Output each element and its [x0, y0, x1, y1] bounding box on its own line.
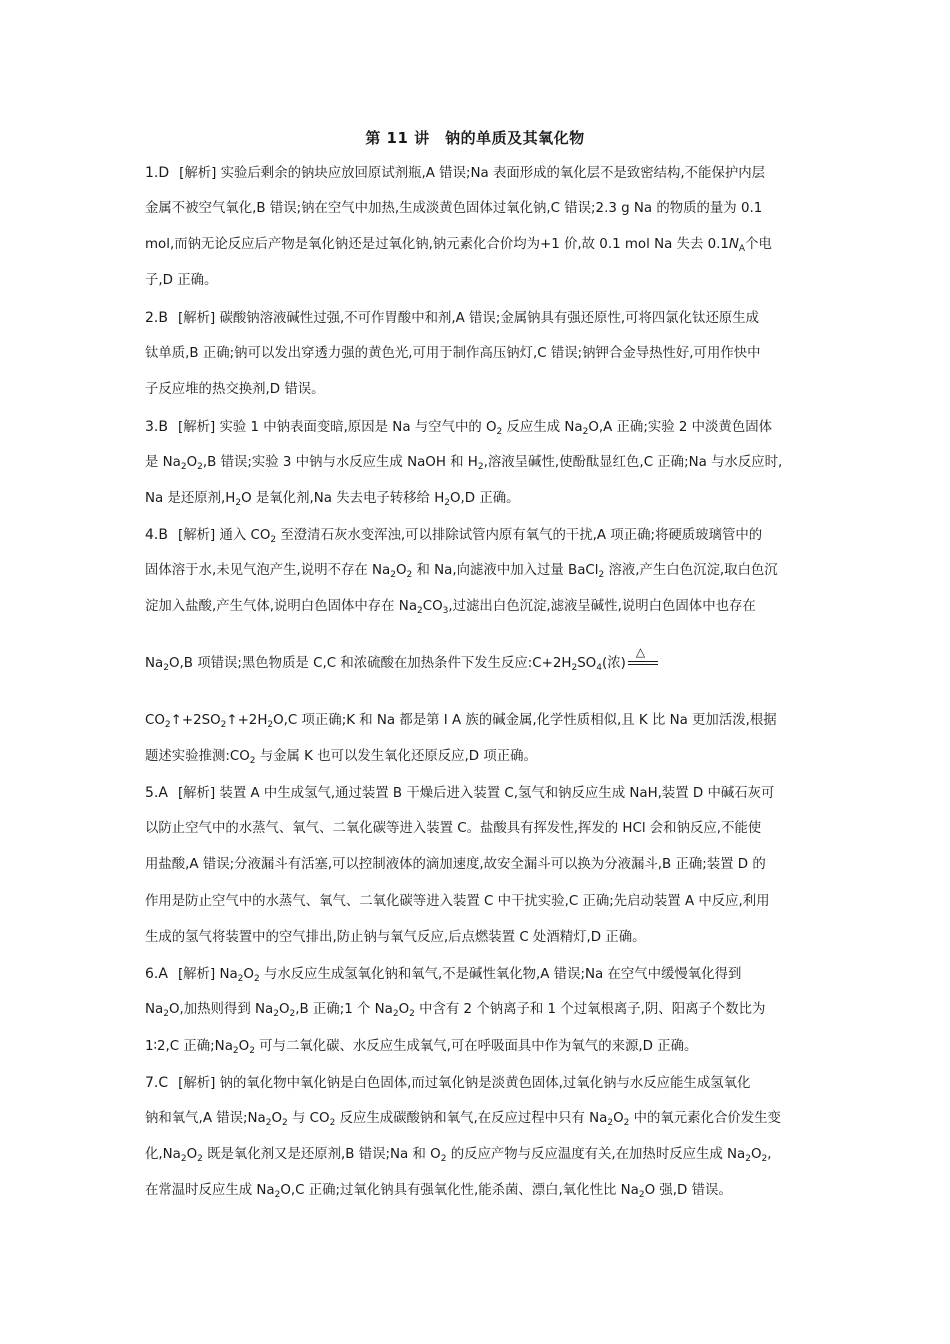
q1-text-3a: mol,而钠无论反应后产物是氧化钠还是过氧化钠,钠元素化合价均为+1 价,故 0.1 mol Na 失去 0.1 — [145, 237, 729, 252]
q4-text-2 — [145, 563, 778, 578]
subscript: 2 — [638, 1190, 645, 1200]
text-segment: ↑+2H — [226, 713, 268, 728]
subscript: 2 — [582, 427, 589, 437]
subscript: 2 — [390, 570, 396, 580]
q4-line-4 — [145, 645, 810, 674]
q4-text-3 — [145, 599, 756, 614]
text-segment: Na — [145, 1002, 164, 1017]
q3-text-3 — [145, 491, 520, 506]
q2-text-1: 碳酸钠溶液碱性过强,不可作胃酸中和剂,A 错误;金属钠具有强还原性,可将四氯化钛还原生成 — [219, 311, 760, 326]
subscript: 2 — [289, 1009, 296, 1019]
text-segment: (浓) — [601, 656, 626, 671]
subscript: 2 — [180, 462, 187, 472]
q4-text-4 — [145, 656, 626, 671]
text-segment: O — [398, 1002, 410, 1017]
subscript: 2 — [235, 498, 242, 508]
text-segment: 化,Na — [145, 1147, 181, 1162]
text-segment: 反应生成碳酸钠和氧气,在反应过程中只有 Na — [335, 1111, 608, 1126]
text-segment: 中的氧元素化合价发生变 — [629, 1111, 781, 1126]
avogadro-subscript: A — [738, 244, 746, 254]
text-segment: O,加热则得到 Na — [168, 1002, 274, 1017]
subscript: 2 — [163, 663, 169, 673]
subscript: 2 — [249, 756, 256, 766]
text-segment: Na 是还原剂,H — [145, 491, 236, 506]
subscript: 2 — [477, 462, 484, 472]
q6-line-2 — [145, 1000, 810, 1020]
q4-line-2 — [145, 561, 810, 581]
q6-text-3 — [145, 1039, 697, 1054]
text-segment: CO — [422, 599, 443, 614]
subscript: 2 — [440, 1154, 447, 1164]
q5-line-5 — [145, 928, 810, 948]
q6-text-1 — [219, 967, 741, 982]
q5-text-5: 生成的氢气将装置中的空气排出,防止钠与氧气反应,后点燃装置 C 处酒精灯,D 正确。 — [145, 930, 646, 945]
subscript: 2 — [392, 1009, 399, 1019]
q4-number: 4.B — [145, 527, 168, 543]
text-segment: O,B 项错误;黑色物质是 C,C 和浓硫酸在加热条件下发生反应:C+2H — [168, 656, 572, 671]
text-segment: O — [186, 455, 198, 470]
text-segment: 在常温时反应生成 Na — [145, 1183, 275, 1198]
q5-number: 5.A — [145, 785, 168, 801]
heating-condition-symbol — [628, 645, 658, 669]
q7-text-4 — [145, 1183, 732, 1198]
q3-number: 3.B — [145, 419, 168, 435]
q7-number: 7.C — [145, 1075, 169, 1091]
q1-line-3 — [145, 235, 810, 255]
subscript: 2 — [253, 974, 260, 984]
text-segment: 反应生成 Na — [502, 420, 583, 435]
subscript: 2 — [409, 1009, 415, 1019]
text-segment: 和 Na,向滤液中加入过量 BaCl — [412, 563, 599, 578]
q3-text-2 — [145, 455, 782, 470]
subscript: 2 — [197, 1154, 203, 1164]
subscript: 2 — [232, 1046, 239, 1056]
text-segment: 淀加入盐酸,产生气体,说明白色固体中存在 Na — [145, 599, 418, 614]
text-segment: CO — [145, 713, 165, 728]
q4-line-6 — [145, 747, 810, 767]
text-segment: 钠和氧气,A 错误;Na — [145, 1111, 266, 1126]
subscript: 2 — [163, 1009, 169, 1019]
q6-analysis-tag: [解析] — [177, 967, 216, 982]
q7-line-2 — [145, 1109, 810, 1129]
text-segment: O 强,D 错误。 — [644, 1183, 732, 1198]
q2-analysis-tag: [解析] — [177, 311, 216, 326]
text-segment: O,D 正确。 — [450, 491, 520, 506]
q2-line-1 — [145, 308, 810, 329]
q2-line-3 — [145, 380, 810, 400]
q5-text-2: 以防止空气中的水蒸气、氧气、二氧化碳等进入装置 C。盐酸具有挥发性,挥发的 HCl 会和钠反应,不能使 — [145, 821, 762, 836]
text-segment: 实验 1 中钠表面变暗,原因是 Na 与空气中的 O — [219, 420, 497, 435]
text-segment: 可与二氧化碳、水反应生成氧气,可在呼吸面具中作为氧气的来源,D 正确。 — [254, 1039, 698, 1054]
text-segment: O — [243, 967, 254, 982]
q4-line-5 — [145, 711, 810, 731]
text-segment: O,C 正确;过氧化钠具有强氧化性,能杀菌、漂白,氧化性比 Na — [280, 1183, 639, 1198]
text-segment: 中含有 2 个钠离子和 1 个过氧根离子,阴、阳离子个数比为 — [414, 1002, 766, 1017]
text-segment: ,B 正确;1 个 Na — [295, 1002, 393, 1017]
q4-text-5 — [145, 713, 777, 728]
text-segment: O — [395, 563, 407, 578]
q5-line-4 — [145, 892, 810, 912]
subscript: 2 — [444, 498, 450, 508]
q6-text-2 — [145, 1002, 765, 1017]
text-segment: ,B 错误;实验 3 中钠与水反应生成 NaOH 和 H — [202, 455, 478, 470]
q4-analysis-tag: [解析] — [177, 528, 216, 543]
q5-analysis-tag: [解析] — [177, 786, 216, 801]
q4-text-6 — [145, 749, 537, 764]
text-segment: O 是氧化剂,Na 失去电子转移给 H — [241, 491, 445, 506]
subscript: 2 — [249, 1046, 255, 1056]
subscript: 2 — [406, 570, 413, 580]
subscript: 2 — [197, 462, 203, 472]
q6-line-3 — [145, 1037, 810, 1057]
q5-line-3 — [145, 855, 810, 875]
q7-line-4 — [145, 1181, 810, 1201]
q7-line-3 — [145, 1145, 810, 1165]
q1-number: 1.D — [145, 165, 170, 181]
subscript: 2 — [571, 663, 578, 673]
text-segment: 的反应产物与反应温度有关,在加热时反应生成 Na — [446, 1147, 746, 1162]
text-segment: ↑+2SO — [170, 713, 221, 728]
q7-text-1 — [220, 1076, 751, 1091]
subscript: 2 — [180, 1154, 187, 1164]
text-segment: , — [767, 1147, 772, 1162]
q3-text-1 — [219, 420, 772, 435]
subscript: 2 — [496, 427, 503, 437]
subscript: 2 — [417, 606, 423, 616]
subscript: 2 — [237, 974, 244, 984]
q1-line-2 — [145, 199, 810, 219]
q1-analysis-tag: [解析] — [179, 166, 217, 181]
text-segment: O — [271, 1111, 283, 1126]
q5-text-3: 用盐酸,A 错误;分液漏斗有活塞,可以控制液体的滴加速度,故安全漏斗可以换为分液漏斗,B 正确;装置 D 的 — [145, 857, 766, 872]
subscript: 2 — [164, 720, 171, 730]
q4-line-3 — [145, 597, 810, 617]
subscript: 2 — [270, 535, 277, 545]
q7-text-3 — [145, 1147, 772, 1162]
q1-line-4 — [145, 271, 810, 291]
q5-line-1 — [145, 783, 810, 804]
text-segment: SO — [577, 656, 597, 671]
subscript: 2 — [282, 1118, 288, 1128]
subscript: 2 — [607, 1118, 614, 1128]
text-segment: O — [751, 1147, 762, 1162]
text-segment: 溶液,产生白色沉淀,取白色沉 — [604, 563, 778, 578]
subscript: 2 — [598, 570, 605, 580]
q3-line-1 — [145, 417, 810, 438]
subscript: 2 — [274, 1190, 281, 1200]
text-segment: O — [278, 1002, 290, 1017]
q3-analysis-tag: [解析] — [177, 420, 216, 435]
text-segment: ,过滤出白色沉淀,滤液呈碱性,说明白色固体中也存在 — [448, 599, 756, 614]
subscript: 2 — [745, 1154, 751, 1164]
text-segment: 与金属 K 也可以发生氧化还原反应,D 项正确。 — [255, 749, 537, 764]
q2-number: 2.B — [145, 310, 168, 326]
text-segment: 钠的氧化物中氧化钠是白色固体,而过氧化钠是淡黄色固体,过氧化钠与水反应能生成氢氧化 — [219, 1076, 751, 1091]
subscript: 2 — [267, 720, 274, 730]
q7-analysis-tag: [解析] — [178, 1076, 216, 1091]
subscript: 2 — [220, 720, 227, 730]
subscript: 2 — [761, 1154, 768, 1164]
subscript: 2 — [623, 1118, 630, 1128]
q1-text-4: 子,D 正确。 — [145, 273, 218, 288]
text-segment: Na — [145, 656, 164, 671]
heating-triangle-icon: △ — [635, 645, 646, 659]
text-segment: 至澄清石灰水变浑浊,可以排除试管内原有氧气的干扰,A 项正确;将硬质玻璃管中的 — [276, 528, 763, 543]
q3-line-3 — [145, 489, 810, 509]
text-segment: 既是氧化剂又是还原剂,B 错误;Na 和 O — [202, 1147, 441, 1162]
page-title: 第 11 讲 钠的单质及其氧化物 — [365, 129, 585, 147]
subscript: 4 — [596, 663, 602, 673]
q4-line-1 — [145, 525, 810, 546]
q6-line-1 — [145, 964, 810, 985]
text-segment: 是 Na — [145, 455, 181, 470]
q1-text-1: 实验后剩余的钠块应放回原试剂瓶,A 错误;Na 表面形成的氧化层不是致密结构,不能保护内层 — [220, 166, 766, 181]
q2-text-2: 钛单质,B 正确;钠可以发出穿透力强的黄色光,可用于制作高压钠灯,C 错误;钠钾合金导热性好,可用作快中 — [145, 346, 761, 361]
q3-line-2 — [145, 453, 810, 473]
q1-text-3b: 个电 — [745, 237, 772, 252]
q5-text-4: 作用是防止空气中的水蒸气、氧气、二氧化碳等进入装置 C 中干扰实验,C 正确;先启动装置 A 中反应,利用 — [145, 894, 770, 909]
text-segment: 1∶2,C 正确;Na — [145, 1039, 233, 1054]
q7-line-1 — [145, 1073, 810, 1094]
subscript: 2 — [265, 1118, 272, 1128]
q5-text-1: 装置 A 中生成氢气,通过装置 B 干燥后进入装置 C,氢气和钠反应生成 NaH,装置 D 中碱石灰可 — [219, 786, 775, 801]
subscript: 3 — [442, 606, 449, 616]
text-segment: ,溶液呈碱性,使酚酞显红色,C 正确;Na 与水反应时, — [483, 455, 783, 470]
text-segment: Na — [219, 967, 238, 982]
text-segment: O — [613, 1111, 624, 1126]
text-segment: 固体溶于水,未见气泡产生,说明不存在 Na — [145, 563, 391, 578]
q7-text-2 — [145, 1111, 781, 1126]
text-segment: O — [238, 1039, 250, 1054]
text-segment: 题述实验推测:CO — [145, 749, 250, 764]
text-segment: 与水反应生成氢氧化钠和氧气,不是碱性氧化物,A 错误;Na 在空气中缓慢氧化得到 — [259, 967, 742, 982]
q2-text-3: 子反应堆的热交换剂,D 错误。 — [145, 382, 325, 397]
text-segment: O — [186, 1147, 198, 1162]
subscript: 2 — [329, 1118, 336, 1128]
q5-line-2 — [145, 819, 810, 839]
avogadro-symbol: N — [728, 237, 739, 252]
text-segment: 通入 CO — [219, 528, 271, 543]
q2-line-2 — [145, 344, 810, 364]
q1-line-1 — [145, 163, 810, 184]
text-segment: O,C 项正确;K 和 Na 都是第 Ⅰ A 族的碱金属,化学性质相似,且 K 比 Na 更加活泼,根据 — [273, 713, 777, 728]
q4-text-1 — [219, 528, 762, 543]
q1-text-2: 金属不被空气氧化,B 错误;钠在空气中加热,生成淡黄色固体过氧化钠,C 错误;2.3 g Na 的物质的量为 0.1 — [145, 201, 763, 216]
subscript: 2 — [273, 1009, 279, 1019]
text-segment: 与 CO — [287, 1111, 330, 1126]
text-segment: O,A 正确;实验 2 中淡黄色固体 — [588, 420, 772, 435]
q6-number: 6.A — [145, 966, 168, 982]
